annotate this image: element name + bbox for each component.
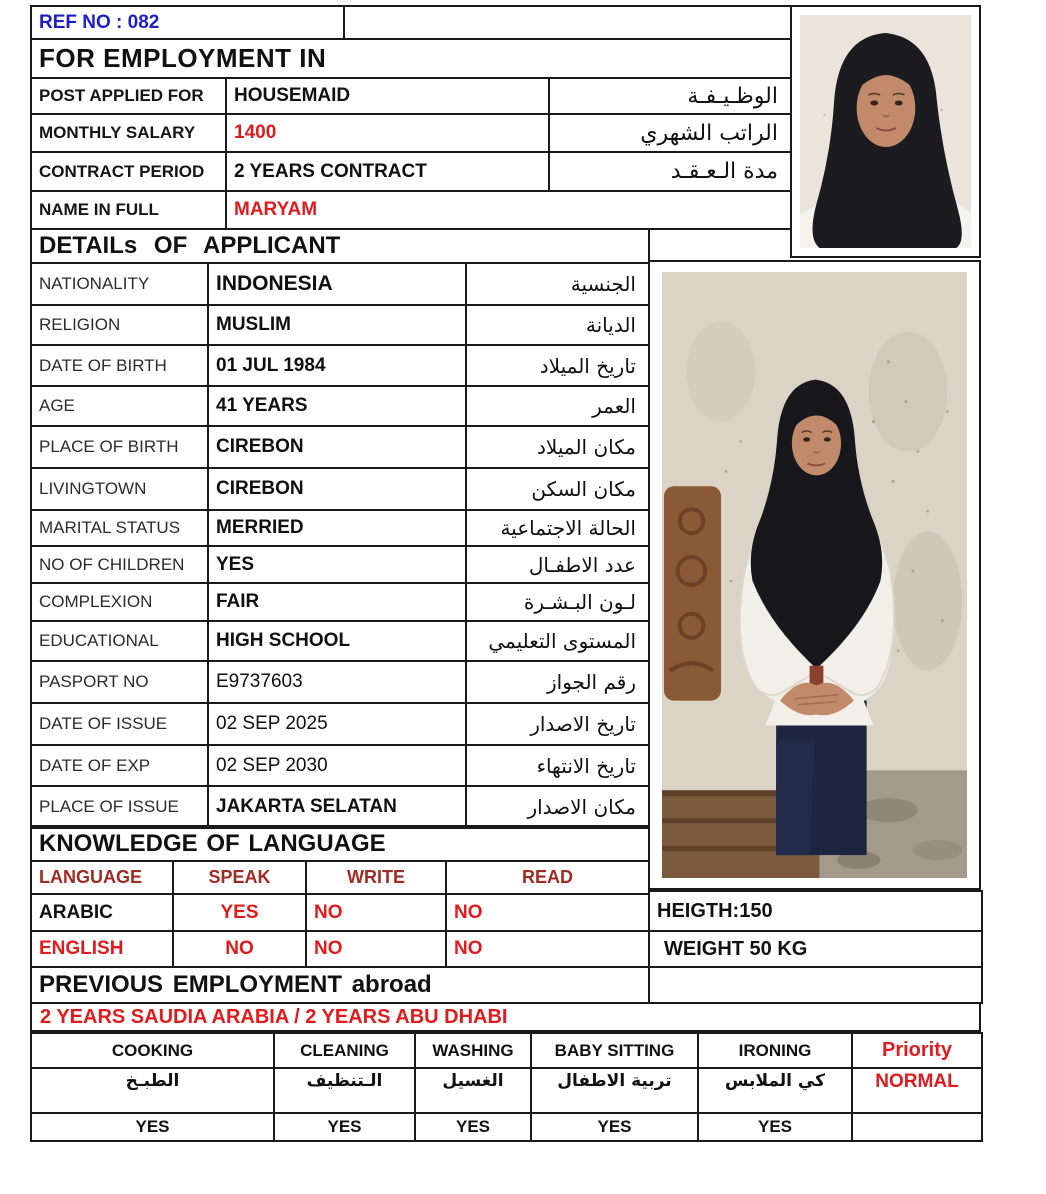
applicant-full-length-image <box>662 272 967 878</box>
age-arabic: العمر <box>466 386 649 426</box>
priority-value: NORMAL <box>852 1068 982 1113</box>
ref-no: REF NO : 082 <box>31 6 344 39</box>
marital-status-label: MARITAL STATUS <box>31 510 208 546</box>
details-title: DETAILs OF APPLICANT <box>31 229 649 263</box>
cleaning-answer: YES <box>274 1113 415 1141</box>
read-col-header: READ <box>446 861 649 894</box>
ref-no-empty-cell <box>344 6 791 39</box>
arabic-write-value: NO <box>306 894 446 931</box>
livingtown-value: CIREBON <box>208 468 466 510</box>
english-speak-value: NO <box>173 931 306 967</box>
date-of-birth-arabic: تاريخ الميلاد <box>466 345 649 386</box>
place-of-birth-arabic: مكان الميلاد <box>466 426 649 468</box>
applicant-full-length-photo <box>648 260 981 890</box>
cooking-answer: YES <box>31 1113 274 1141</box>
passport-no-arabic: رقم الجواز <box>466 661 649 703</box>
weight-value: WEIGHT 50 KG <box>649 931 982 967</box>
monthly-salary-arabic: الراتب الشهري <box>549 114 791 152</box>
priority-label: Priority <box>852 1033 982 1068</box>
applicant-headshot-photo <box>790 5 981 258</box>
physical-empty-cell <box>649 967 982 1003</box>
date-of-birth-value: 01 JUL 1984 <box>208 345 466 386</box>
height-value: HEIGTH:150 <box>649 891 982 931</box>
educational-value: HIGH SCHOOL <box>208 621 466 661</box>
place-of-issue-value: JAKARTA SELATAN <box>208 786 466 828</box>
nationality-arabic: الجنسية <box>466 263 649 305</box>
nationality-label: NATIONALITY <box>31 263 208 305</box>
no-of-children-value: YES <box>208 546 466 583</box>
passport-no-value: E9737603 <box>208 661 466 703</box>
educational-label: EDUCATIONAL <box>31 621 208 661</box>
previous-employment-value: 2 YEARS SAUDIA ARABIA / 2 YEARS ABU DHABI <box>30 1002 981 1032</box>
post-applied-value: HOUSEMAID <box>226 78 549 114</box>
ironing-header: IRONING <box>698 1033 852 1068</box>
arabic-read-value: NO <box>446 894 649 931</box>
age-label: AGE <box>31 386 208 426</box>
arabic-language-label: ARABIC <box>31 894 173 931</box>
employment-header-table <box>30 5 792 230</box>
no-of-children-arabic: عدد الاطفـال <box>466 546 649 583</box>
contract-period-label: CONTRACT PERIOD <box>31 152 226 191</box>
monthly-salary-label: MONTHLY SALARY <box>31 114 226 152</box>
complexion-label: COMPLEXION <box>31 583 208 621</box>
for-employment-in-title: FOR EMPLOYMENT IN <box>31 39 791 78</box>
contract-period-value: 2 YEARS CONTRACT <box>226 152 549 191</box>
passport-no-label: PASPORT NO <box>31 661 208 703</box>
date-of-issue-label: DATE OF ISSUE <box>31 703 208 745</box>
date-of-birth-label: DATE OF BIRTH <box>31 345 208 386</box>
cleaning-arabic: الـتنظيف <box>274 1068 415 1113</box>
age-value: 41 YEARS <box>208 386 466 426</box>
marital-status-value: MERRIED <box>208 510 466 546</box>
date-of-exp-label: DATE OF EXP <box>31 745 208 786</box>
details-of-applicant-table <box>30 228 650 829</box>
baby-sitting-header: BABY SITTING <box>531 1033 698 1068</box>
language-col-header: LANGUAGE <box>31 861 173 894</box>
cooking-arabic: الطبـخ <box>31 1068 274 1113</box>
english-read-value: NO <box>446 931 649 967</box>
ironing-answer: YES <box>698 1113 852 1141</box>
complexion-arabic: لـون البـشـرة <box>466 583 649 621</box>
post-applied-label: POST APPLIED FOR <box>31 78 226 114</box>
washing-header: WASHING <box>415 1033 531 1068</box>
knowledge-of-language-table <box>30 825 650 968</box>
place-of-birth-value: CIREBON <box>208 426 466 468</box>
monthly-salary-value: 1400 <box>226 114 549 152</box>
religion-label: RELIGION <box>31 305 208 345</box>
baby-sitting-arabic: تربية الاطفال <box>531 1068 698 1113</box>
religion-value: MUSLIM <box>208 305 466 345</box>
ironing-arabic: كي الملابس <box>698 1068 852 1113</box>
priority-answer-empty-cell <box>852 1113 982 1141</box>
religion-arabic: الديانة <box>466 305 649 345</box>
washing-arabic: الغسيل <box>415 1068 531 1113</box>
date-of-issue-value: 02 SEP 2025 <box>208 703 466 745</box>
language-title: KNOWLEDGE OF LANGUAGE <box>31 826 649 861</box>
livingtown-arabic: مكان السكن <box>466 468 649 510</box>
name-in-full-label: NAME IN FULL <box>31 191 226 229</box>
place-of-issue-arabic: مكان الاصدار <box>466 786 649 828</box>
skills-table <box>30 1032 983 1142</box>
physical-stats-table <box>648 890 983 1004</box>
date-of-exp-value: 02 SEP 2030 <box>208 745 466 786</box>
speak-col-header: SPEAK <box>173 861 306 894</box>
complexion-value: FAIR <box>208 583 466 621</box>
date-of-issue-arabic: تاريخ الاصدار <box>466 703 649 745</box>
name-in-full-value: MARYAM <box>226 191 791 229</box>
no-of-children-label: NO OF CHILDREN <box>31 546 208 583</box>
baby-sitting-answer: YES <box>531 1113 698 1141</box>
post-applied-arabic: الوظـيـفـة <box>549 78 791 114</box>
nationality-value: INDONESIA <box>208 263 466 305</box>
cooking-header: COOKING <box>31 1033 274 1068</box>
applicant-headshot-image <box>800 15 971 248</box>
educational-arabic: المستوى التعليمي <box>466 621 649 661</box>
previous-employment-title: PREVIOUS EMPLOYMENT abroad <box>31 967 649 1003</box>
place-of-issue-label: PLACE OF ISSUE <box>31 786 208 828</box>
livingtown-label: LIVINGTOWN <box>31 468 208 510</box>
place-of-birth-label: PLACE OF BIRTH <box>31 426 208 468</box>
english-language-label: ENGLISH <box>31 931 173 967</box>
arabic-speak-value: YES <box>173 894 306 931</box>
cleaning-header: CLEANING <box>274 1033 415 1068</box>
date-of-exp-arabic: تاريخ الانتهاء <box>466 745 649 786</box>
marital-status-arabic: الحالة الاجتماعية <box>466 510 649 546</box>
washing-answer: YES <box>415 1113 531 1141</box>
english-write-value: NO <box>306 931 446 967</box>
previous-employment-table <box>30 966 650 1004</box>
write-col-header: WRITE <box>306 861 446 894</box>
contract-period-arabic: مدة الـعـقـد <box>549 152 791 191</box>
